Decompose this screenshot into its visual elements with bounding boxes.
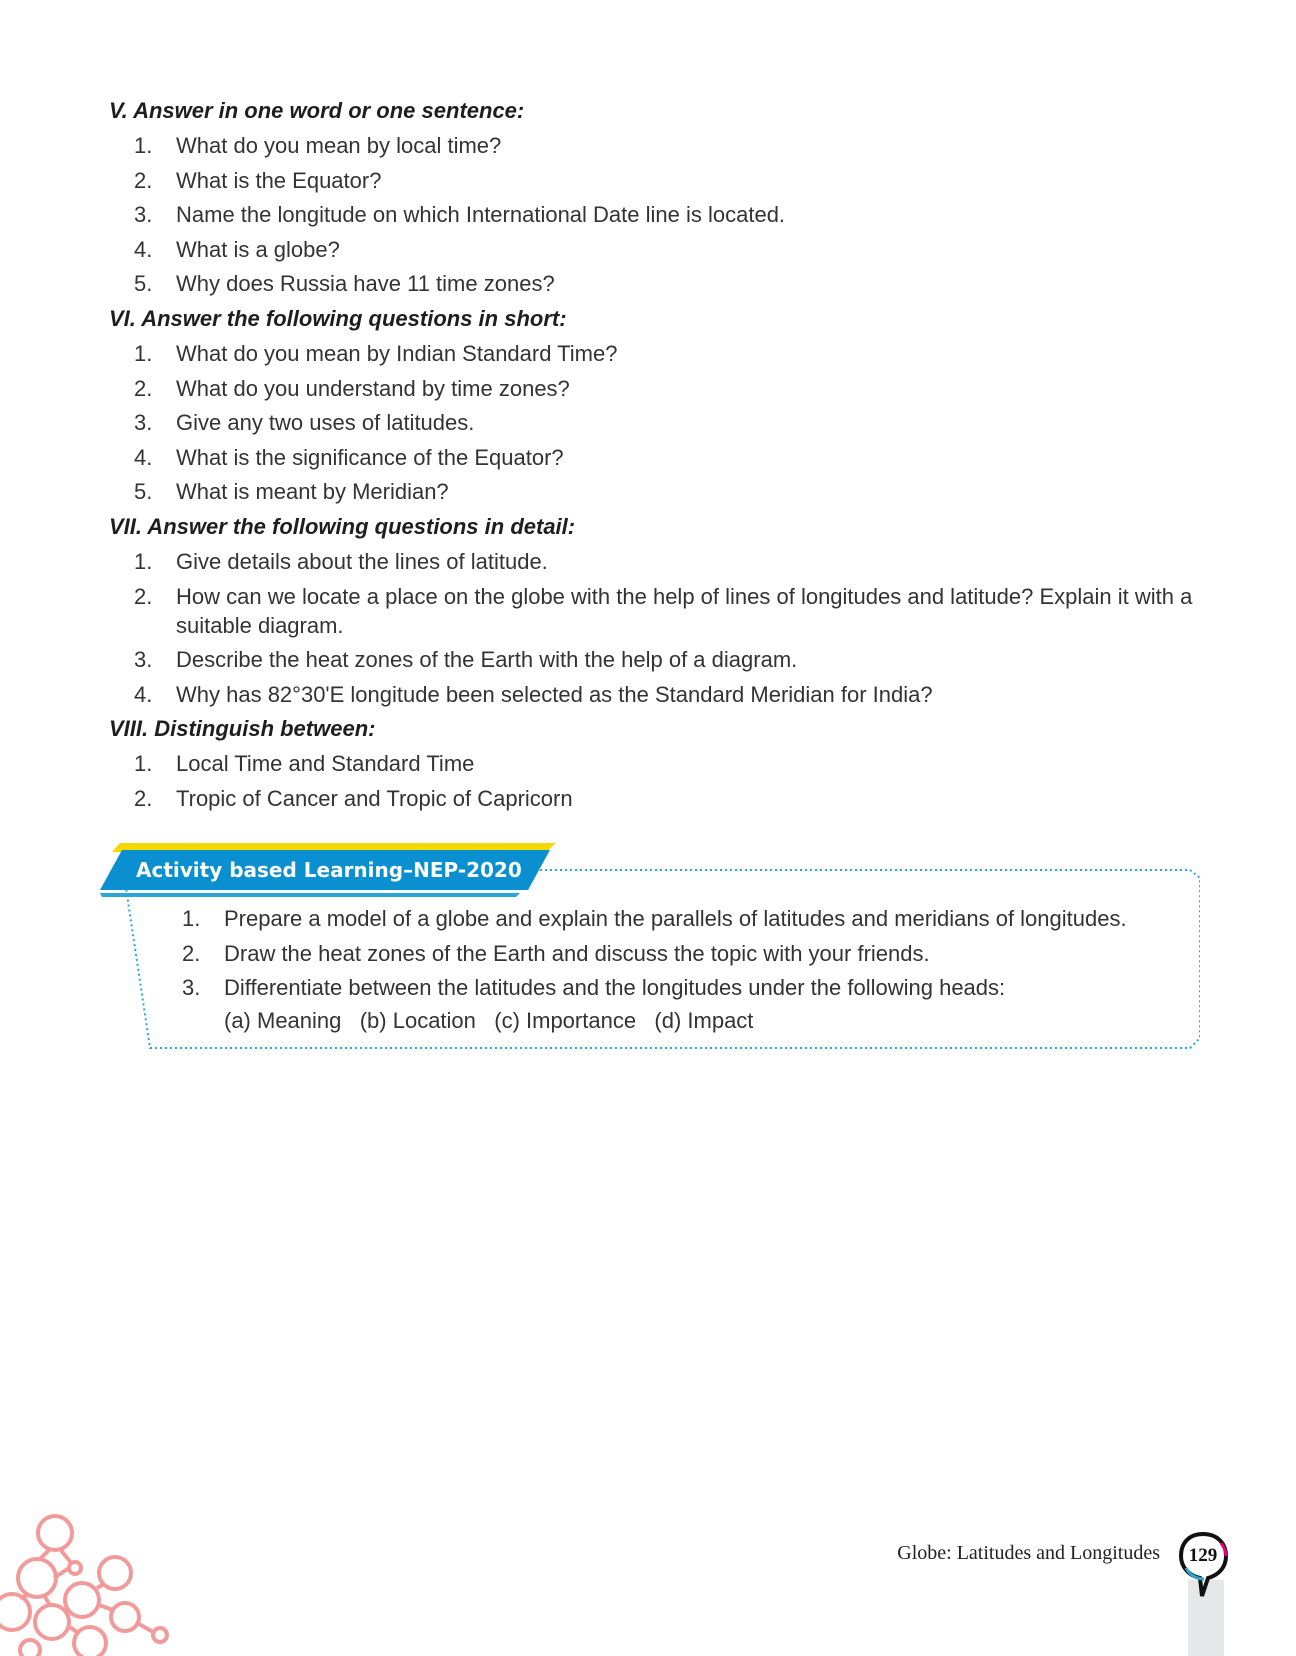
item-text: Local Time and Standard Time: [176, 751, 475, 776]
list-item: [134, 166, 1196, 195]
item-text: Draw the heat zones of the Earth and discuss the topic with your friends.: [224, 940, 930, 966]
section-heading-v: V. Answer in one word or one sentence:: [109, 98, 525, 123]
list-item: [134, 680, 1196, 709]
item-number: 1.: [182, 906, 201, 931]
list-item: [134, 477, 1196, 506]
list-item: [134, 749, 1196, 778]
item-text: Why has 82°30'E longitude been selected as the Standard Meridian for India?: [176, 681, 933, 707]
item-number: 5.: [134, 479, 153, 504]
section-heading-vii: VII. Answer the following questions in detail:: [109, 514, 576, 539]
item-text: Give details about the lines of latitude.: [176, 549, 548, 574]
item-number: 2.: [182, 940, 201, 966]
item-number: 3.: [134, 202, 153, 227]
item-number: 2.: [134, 785, 153, 811]
item-text: Differentiate between the latitudes and the longitudes under the following heads:: [224, 975, 1006, 1000]
item-text: Why does Russia have 11 time zones?: [176, 271, 555, 296]
list-item: [134, 443, 1196, 472]
item-text: Prepare a model of a globe and explain the parallels of latitudes and meridians of longitudes.: [224, 906, 1127, 931]
item-text: Describe the heat zones of the Earth with the help of a diagram.: [176, 647, 798, 672]
item-number: 2.: [134, 583, 153, 609]
activity-list: [182, 904, 1192, 1035]
list-item: [134, 200, 1196, 229]
item-number: 3.: [134, 410, 153, 435]
list-item: [134, 645, 1196, 674]
item-number: 3.: [134, 647, 153, 672]
list-item: [134, 408, 1196, 437]
item-text: How can we locate a place on the globe with the help of lines of longitudes and latitude? Explain it with a suitable diagram.: [176, 583, 1193, 638]
question-list-vi: [134, 339, 1196, 512]
section-heading-viii: VIII. Distinguish between:: [109, 716, 376, 741]
item-number: 2.: [134, 167, 153, 193]
item-number: 2.: [134, 375, 153, 401]
item-number: 5.: [134, 271, 153, 296]
item-text: What is the Equator?: [176, 167, 382, 193]
item-text: Give any two uses of latitudes.: [176, 410, 475, 435]
list-item: [134, 131, 1196, 160]
list-item: [134, 339, 1196, 368]
activity-box: [100, 838, 1200, 1068]
list-item: [182, 904, 1192, 933]
decorative-circles-icon: [0, 1500, 180, 1656]
item-text: Tropic of Cancer and Tropic of Capricorn: [176, 785, 573, 811]
item-number: 4.: [134, 681, 153, 707]
list-item: [134, 269, 1196, 298]
list-item: [134, 374, 1196, 403]
question-list-v: [134, 131, 1196, 304]
item-number: 4.: [134, 236, 153, 262]
item-text: What is a globe?: [176, 236, 340, 262]
item-text: What do you mean by local time?: [176, 133, 502, 158]
page-number: 129: [1188, 1545, 1218, 1566]
list-item: [182, 939, 1192, 968]
item-text: Name the longitude on which International Date line is located.: [176, 202, 786, 227]
item-number: 4.: [134, 444, 153, 470]
list-item: [134, 784, 1196, 813]
question-list-viii: [134, 749, 1196, 818]
chapter-title: Globe: Latitudes and Longitudes: [897, 1542, 1160, 1564]
question-list-vii: [134, 547, 1196, 714]
activity-sub-items: (a) Meaning (b) Location (c) Importance (d) Impact: [224, 1008, 754, 1033]
item-text: What is the significance of the Equator?: [176, 444, 564, 470]
activity-title: Activity based Learning–NEP-2020: [136, 858, 522, 882]
item-number: 1.: [134, 751, 153, 776]
item-text: What do you mean by Indian Standard Time?: [176, 341, 618, 366]
item-number: 1.: [134, 341, 153, 366]
list-item: [134, 235, 1196, 264]
list-item: [134, 582, 1196, 640]
section-heading-vi: VI. Answer the following questions in short:: [109, 306, 567, 331]
list-item: [182, 973, 1192, 1002]
item-text: What do you understand by time zones?: [176, 375, 570, 401]
list-item: [134, 547, 1196, 576]
item-number: 1.: [134, 549, 153, 574]
item-number: 3.: [182, 975, 201, 1000]
item-number: 1.: [134, 133, 153, 158]
item-text: What is meant by Meridian?: [176, 479, 449, 504]
